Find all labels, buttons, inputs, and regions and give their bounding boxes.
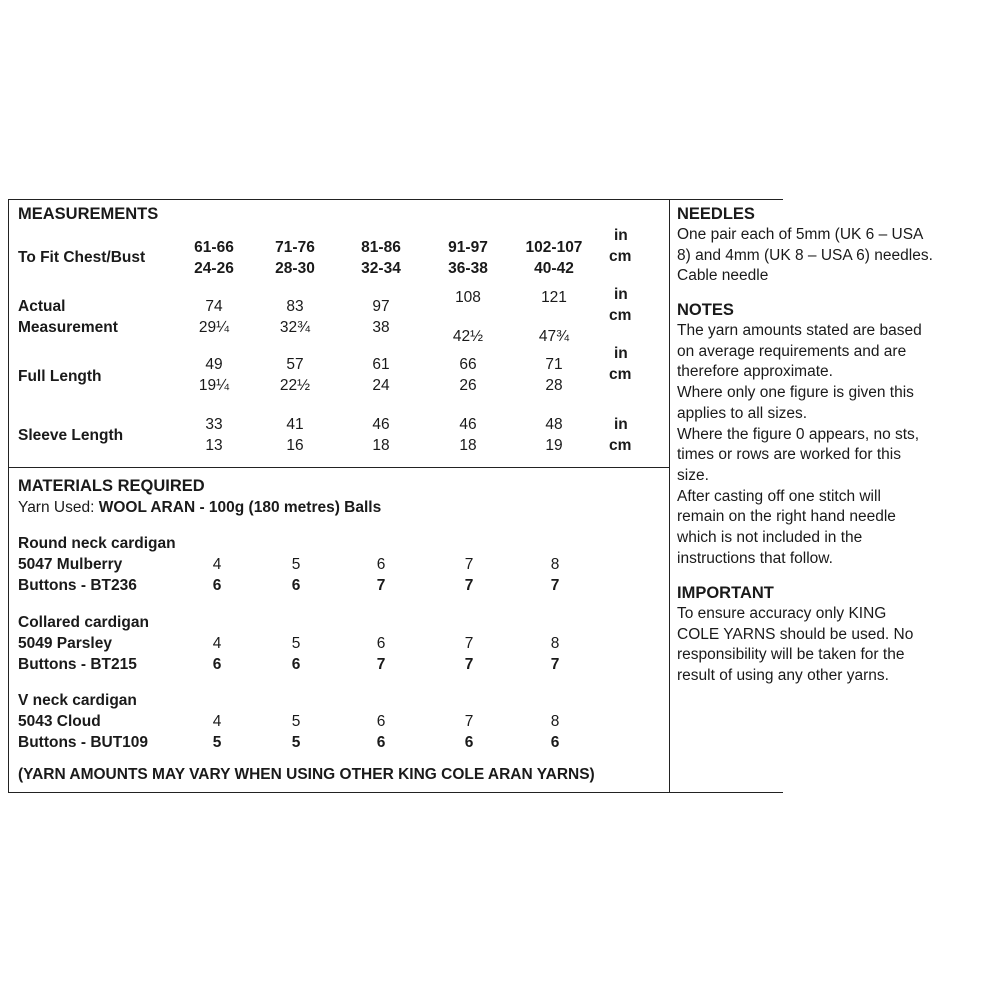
button-qty: 5: [212, 734, 222, 751]
length-in-2: 57: [286, 356, 304, 373]
notes-line: which is not included in the: [677, 529, 863, 546]
chest-cm-4: 36-38: [448, 260, 488, 277]
actual-cm-2: 32¾: [279, 319, 311, 336]
button-qty: 7: [550, 577, 560, 594]
yarn-qty: 5: [291, 713, 301, 730]
button-qty: 7: [376, 577, 386, 594]
needles-line: One pair each of 5mm (UK 6 – USA: [677, 226, 924, 243]
yarn-qty: 5: [291, 556, 301, 573]
button-qty: 5: [291, 734, 301, 751]
unit-in: in: [614, 227, 628, 244]
important-line: result of using any other yarns.: [677, 667, 889, 685]
yarn-qty: 5: [291, 635, 301, 652]
yarn-qty: 6: [376, 635, 386, 652]
length-in-1: 49: [205, 356, 223, 373]
chest-cm-2: 28-30: [275, 260, 315, 277]
sleeve-cm-1: 13: [205, 437, 223, 454]
yarn-qty: 7: [464, 556, 474, 573]
length-cm-2: 22½: [279, 377, 311, 394]
unit-cm: cm: [609, 307, 632, 324]
button-qty: 6: [212, 577, 222, 594]
sleeve-cm-4: 18: [459, 437, 477, 454]
measurements-title: MEASUREMENTS: [18, 205, 159, 223]
sleeve-cm-2: 16: [286, 437, 304, 454]
unit-in: in: [614, 286, 628, 303]
notes-line: The yarn amounts stated are based: [677, 322, 922, 339]
needles-line: 8) and 4mm (UK 8 – USA 6) needles.: [677, 246, 933, 264]
chest-cm-1: 24-26: [194, 260, 234, 277]
yarn-qty: 4: [212, 635, 222, 652]
unit-cm: cm: [609, 366, 632, 383]
button-qty: 7: [550, 656, 560, 673]
actual-cm-1: 29¼: [198, 319, 230, 336]
sleeve-cm-3: 18: [372, 437, 390, 454]
yarn-qty: 7: [464, 713, 474, 730]
materials-title: MATERIALS REQUIRED: [18, 477, 205, 495]
group-yarn-collared: 5049 Parsley: [18, 635, 112, 652]
needles-title: NEEDLES: [677, 205, 755, 223]
chest-cm-3: 32-34: [361, 260, 401, 277]
button-qty: 7: [464, 577, 474, 594]
actual-in-5: 121: [541, 289, 567, 306]
notes-line: After casting off one stitch will: [677, 487, 881, 505]
button-qty: 7: [464, 656, 474, 673]
row-label-chest: To Fit Chest/Bust: [18, 249, 146, 266]
actual-in-4: 108: [455, 289, 481, 306]
actual-cm-3: 38: [372, 319, 390, 336]
length-cm-1: 19¼: [198, 377, 230, 394]
button-qty: 6: [376, 734, 386, 751]
important-title: IMPORTANT: [677, 584, 774, 602]
chest-in-3: 81-86: [361, 239, 401, 256]
sleeve-in-3: 46: [372, 416, 390, 433]
actual-in-3: 97: [372, 298, 390, 315]
group-yarn-v-neck: 5043 Cloud: [18, 713, 101, 730]
chest-in-2: 71-76: [275, 239, 315, 256]
chest-in-5: 102-107: [525, 239, 583, 256]
yarn-qty: 8: [550, 713, 560, 730]
group-yarn-round-neck: 5047 Mulberry: [18, 556, 123, 573]
yarn-qty: 8: [550, 556, 560, 573]
length-cm-5: 28: [545, 377, 563, 394]
notes-line: Where only one figure is given this: [677, 384, 914, 402]
sleeve-cm-5: 19: [545, 437, 563, 454]
row-label-sleeve-length: Sleeve Length: [18, 427, 124, 444]
actual-cm-4: 42½: [452, 328, 484, 345]
notes-line: size.: [677, 466, 709, 484]
unit-cm: cm: [609, 437, 632, 454]
important-line: responsibility will be taken for the: [677, 646, 905, 664]
yarn-qty: 8: [550, 635, 560, 652]
yarn-amounts-footnote: (YARN AMOUNTS MAY VARY WHEN USING OTHER KING COLE ARAN YARNS): [18, 766, 595, 783]
notes-line: on average requirements and are: [677, 342, 907, 360]
sleeve-in-1: 33: [205, 416, 223, 433]
chest-in-1: 61-66: [194, 239, 234, 256]
notes-line: times or rows are worked for this: [677, 446, 901, 464]
notes-line: Where the figure 0 appears, no sts,: [677, 425, 920, 443]
sleeve-in-4: 46: [459, 416, 477, 433]
unit-in: in: [614, 345, 628, 362]
group-buttons-v-neck: Buttons - BUT109: [18, 734, 149, 751]
notes-line: therefore approximate.: [677, 363, 833, 381]
yarn-qty: 4: [212, 556, 222, 573]
button-qty: 6: [291, 577, 301, 594]
yarn-qty: 7: [464, 635, 474, 652]
notes-line: instructions that follow.: [677, 549, 833, 567]
sleeve-in-5: 48: [545, 416, 563, 433]
group-name-collared: Collared cardigan: [18, 614, 149, 631]
group-buttons-round-neck: Buttons - BT236: [18, 577, 137, 594]
yarn-qty: 6: [376, 713, 386, 730]
important-line: COLE YARNS should be used. No: [677, 625, 914, 643]
length-in-4: 66: [459, 356, 477, 373]
yarn-used-line: [18, 497, 381, 518]
button-qty: 6: [464, 734, 474, 751]
group-buttons-collared: Buttons - BT215: [18, 656, 137, 673]
button-qty: 6: [550, 734, 560, 751]
unit-cm: cm: [609, 248, 632, 265]
row-label-measurement: Measurement: [18, 319, 118, 336]
section-divider: [8, 467, 669, 468]
needles-line: Cable needle: [677, 267, 769, 285]
length-cm-4: 26: [459, 377, 477, 394]
chest-in-4: 91-97: [448, 239, 488, 256]
sleeve-in-2: 41: [286, 416, 304, 433]
length-cm-3: 24: [372, 377, 390, 394]
actual-cm-5: 47¾: [538, 328, 570, 345]
actual-in-1: 74: [205, 298, 223, 315]
yarn-qty: 4: [212, 713, 222, 730]
button-qty: 6: [212, 656, 222, 673]
yarn-used-prefix: Yarn Used:: [18, 499, 99, 516]
row-label-full-length: Full Length: [18, 368, 102, 385]
important-line: To ensure accuracy only KING: [677, 605, 887, 622]
button-qty: 6: [291, 656, 301, 673]
button-qty: 7: [376, 656, 386, 673]
yarn-qty: 6: [376, 556, 386, 573]
notes-title: NOTES: [677, 301, 734, 319]
yarn-used-name: WOOL ARAN - 100g (180 metres) Balls: [98, 499, 382, 516]
notes-line: applies to all sizes.: [677, 404, 808, 422]
chest-cm-5: 40-42: [534, 260, 574, 277]
group-name-round-neck: Round neck cardigan: [18, 535, 176, 552]
group-name-v-neck: V neck cardigan: [18, 692, 137, 709]
actual-in-2: 83: [286, 298, 304, 315]
length-in-3: 61: [372, 356, 390, 373]
column-divider: [669, 199, 670, 793]
length-in-5: 71: [545, 356, 563, 373]
row-label-actual: Actual: [18, 298, 66, 315]
unit-in: in: [614, 416, 628, 433]
notes-line: remain on the right hand needle: [677, 508, 896, 526]
